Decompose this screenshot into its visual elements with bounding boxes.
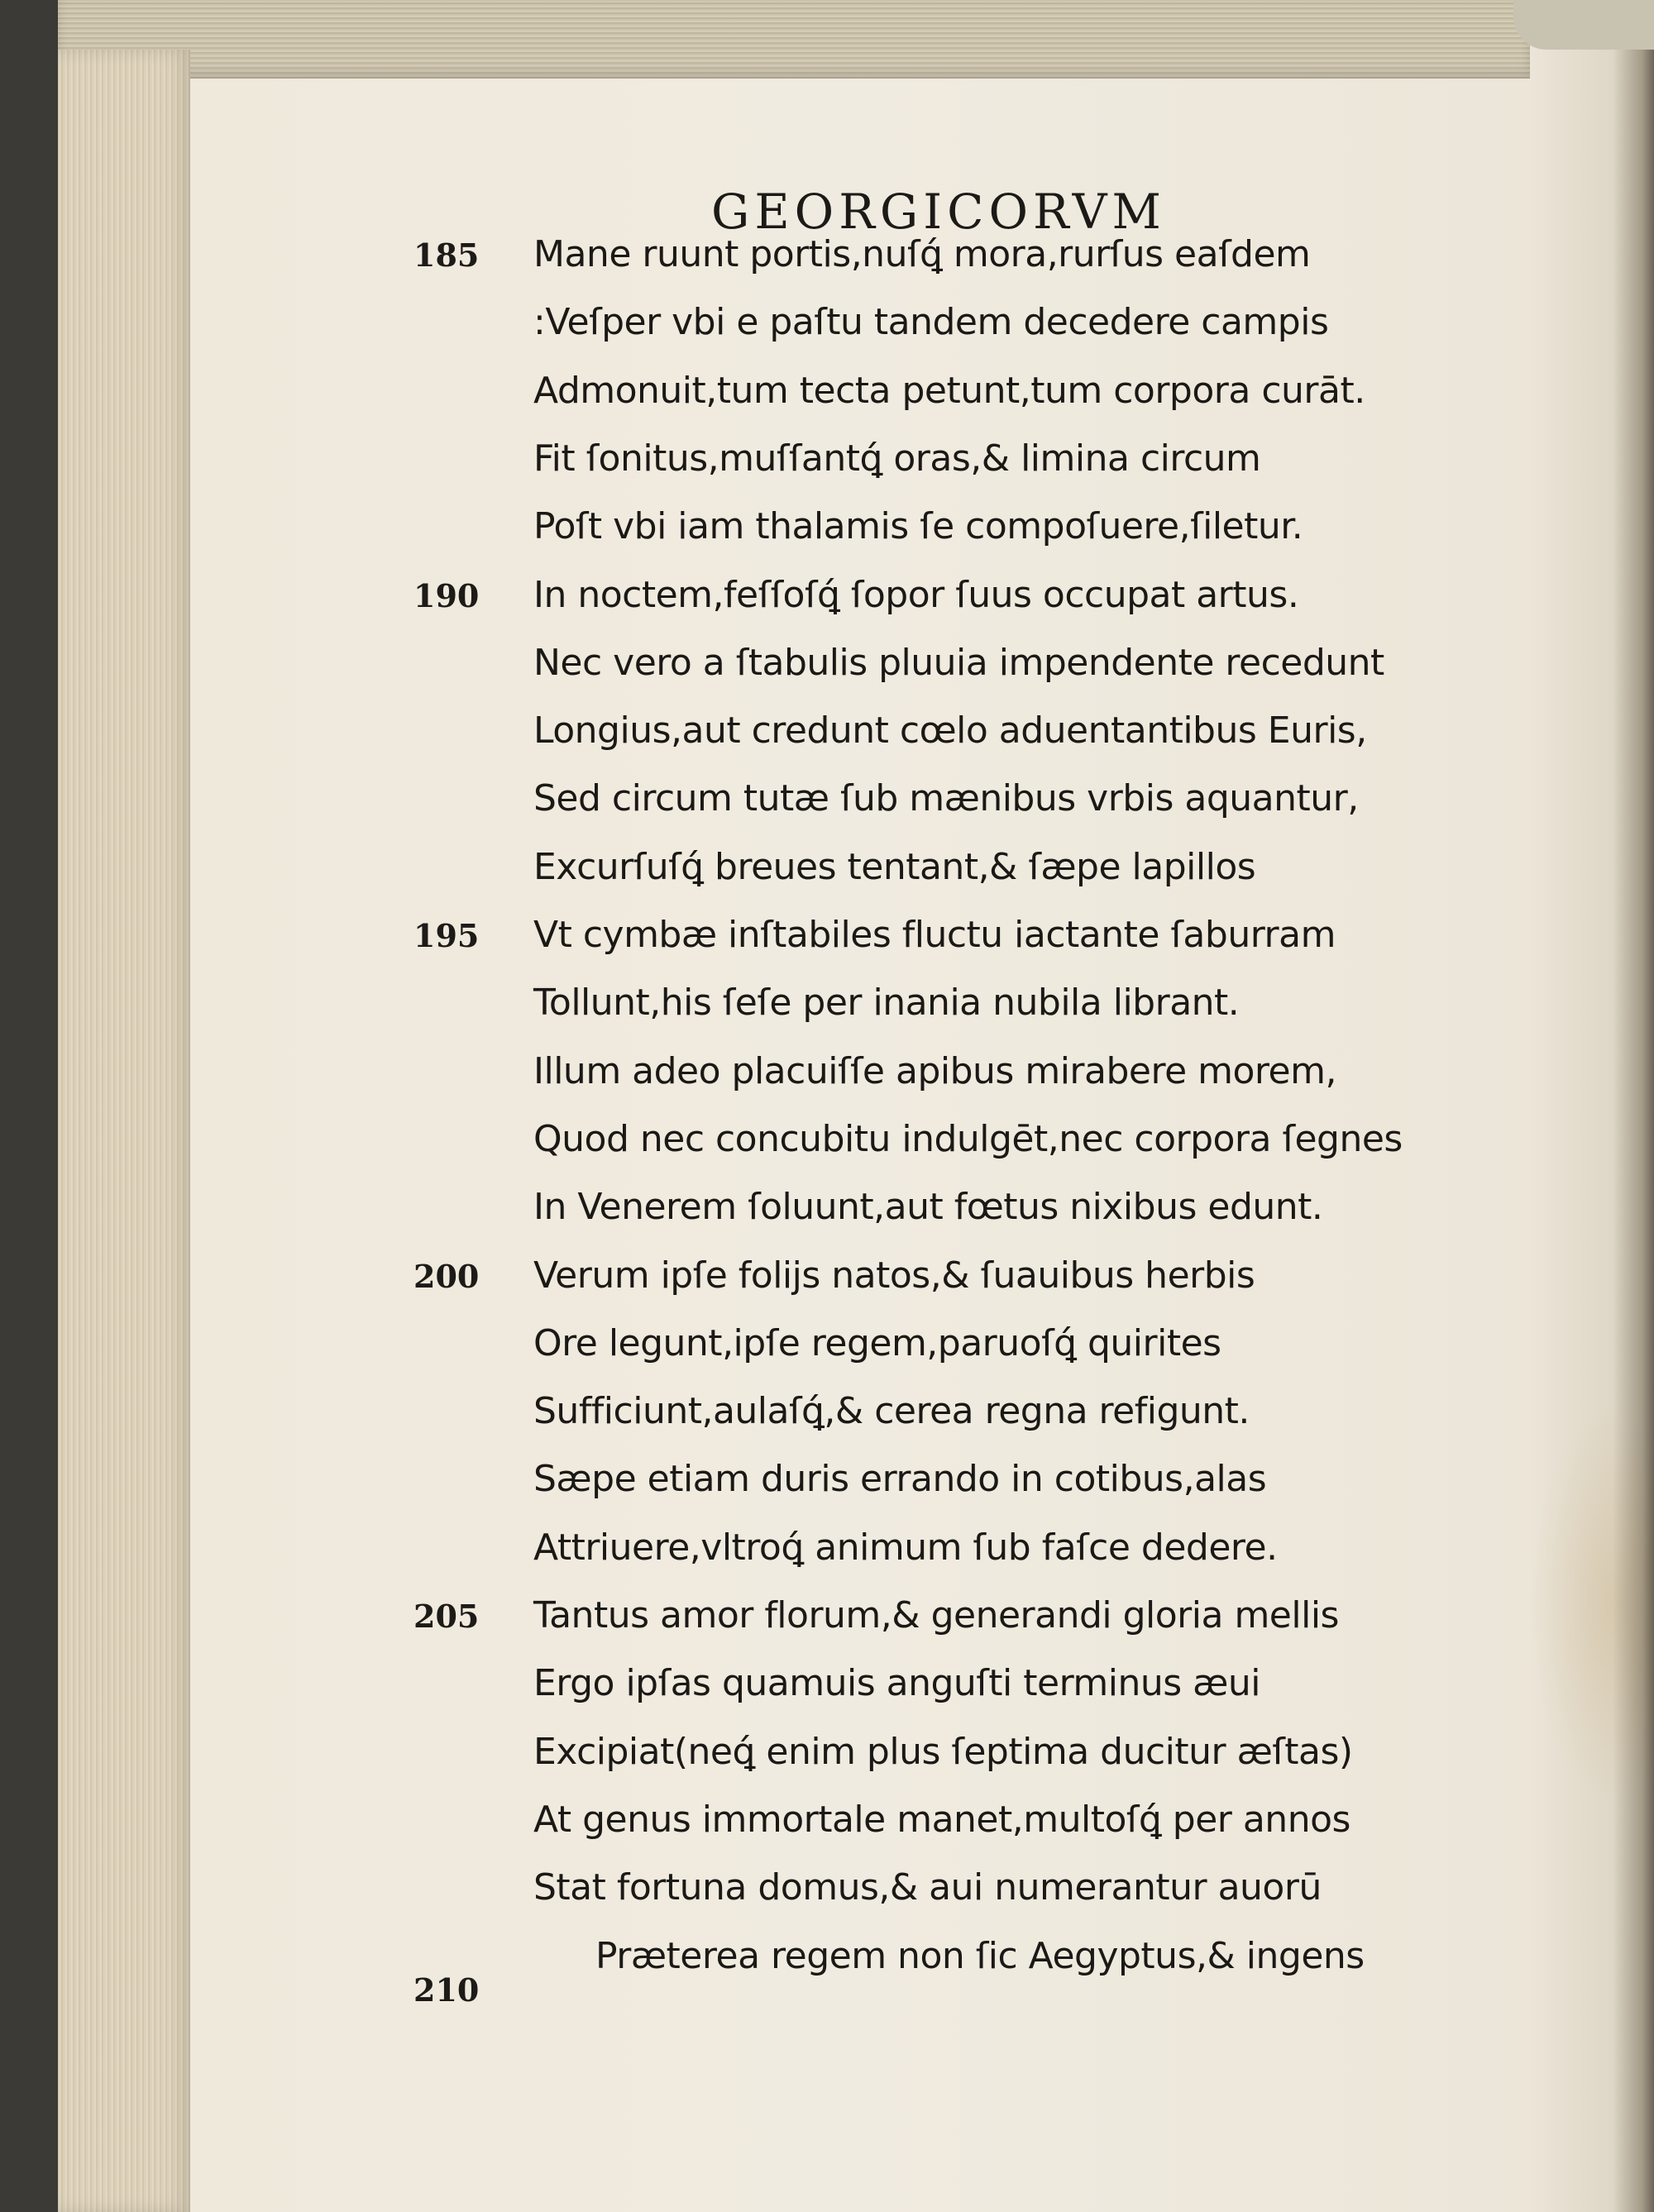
verse-line: Nec vero a ſtabulis pluuia impendente recedunt xyxy=(533,641,1384,684)
verse-line: Ergo ipſas quamuis anguſti terminus æui xyxy=(533,1662,1260,1705)
verse-line: Attriuere,vltroꝗ́ animum ſub faſce dedere. xyxy=(533,1526,1278,1569)
verse-line: Tollunt,his ſeſe per inania nubila librant. xyxy=(533,982,1240,1025)
verse-line: Sed circum tutæ ſub mænibus vrbis aquantur, xyxy=(533,777,1359,820)
verse-line: Poſt vbi iam thalamis ſe compoſuere,ſiletur. xyxy=(533,505,1303,548)
page-stack-left xyxy=(58,50,190,2212)
line-number: 195 xyxy=(414,917,480,954)
page-stack-top xyxy=(58,0,1530,79)
verse-line: Mane ruunt portis,nuſꝗ́ mora,rurſus eaſdem xyxy=(533,233,1311,275)
book-gutter xyxy=(1613,50,1654,2212)
verse-line: Sufficiunt,aulaſꝗ́,& cerea regna refigunt. xyxy=(533,1390,1250,1433)
page-title: GEORGICORVM xyxy=(711,184,1166,240)
verse-line: Illum adeo placuiſſe apibus mirabere morem, xyxy=(533,1049,1336,1092)
cover-corner xyxy=(1513,0,1654,50)
verse-line: :Veſper vbi e paſtu tandem decedere campis xyxy=(533,301,1329,344)
verse-line: Stat fortuna domus,& aui numerantur auorū xyxy=(533,1866,1322,1909)
verse-line: Ore legunt,ipſe regem,paruoſꝗ́ quirites xyxy=(533,1321,1221,1364)
verse-line: Longius,aut credunt cœlo aduentantibus Euris, xyxy=(533,709,1367,752)
line-number: 190 xyxy=(414,576,480,614)
verse-line: Excurſuſꝗ́ breues tentant,& ſæpe lapillos xyxy=(533,845,1256,888)
verse-line: Vt cymbæ inſtabiles fluctu iactante ſaburram xyxy=(533,914,1336,956)
verse-line: In noctem,feſſoſꝗ́ ſopor ſuus occupat artus. xyxy=(533,573,1299,616)
verse-line: Verum ipſe folijs natos,& ſuauibus herbis xyxy=(533,1254,1255,1297)
line-number: 210 xyxy=(414,1971,480,2009)
line-number: 185 xyxy=(414,236,480,274)
verse-line: Præterea regem non ſic Aegyptus,& ingens xyxy=(595,1934,1365,1977)
verse-line: Tantus amor florum,& generandi gloria mellis xyxy=(533,1594,1339,1636)
line-number: 205 xyxy=(414,1598,480,1635)
verse-line: Excipiat(neꝗ́ enim plus ſeptima ducitur æſtas) xyxy=(533,1730,1353,1773)
verse-line: Quod nec concubitu indulgēt,nec corpora ſegnes xyxy=(533,1117,1403,1160)
verse-line: Admonuit,tum tecta petunt,tum corpora curāt. xyxy=(533,369,1365,412)
line-number: 200 xyxy=(414,1257,480,1295)
verse-line: In Venerem ſoluunt,aut fœtus nixibus edunt. xyxy=(533,1186,1323,1229)
verse-line: Fit ſonitus,muſſantꝗ́ oras,& limina circum xyxy=(533,437,1261,480)
verse-line: Sæpe etiam duris errando in cotibus,alas xyxy=(533,1458,1267,1501)
verse-line: At genus immortale manet,multoſꝗ́ per annos xyxy=(533,1798,1350,1841)
